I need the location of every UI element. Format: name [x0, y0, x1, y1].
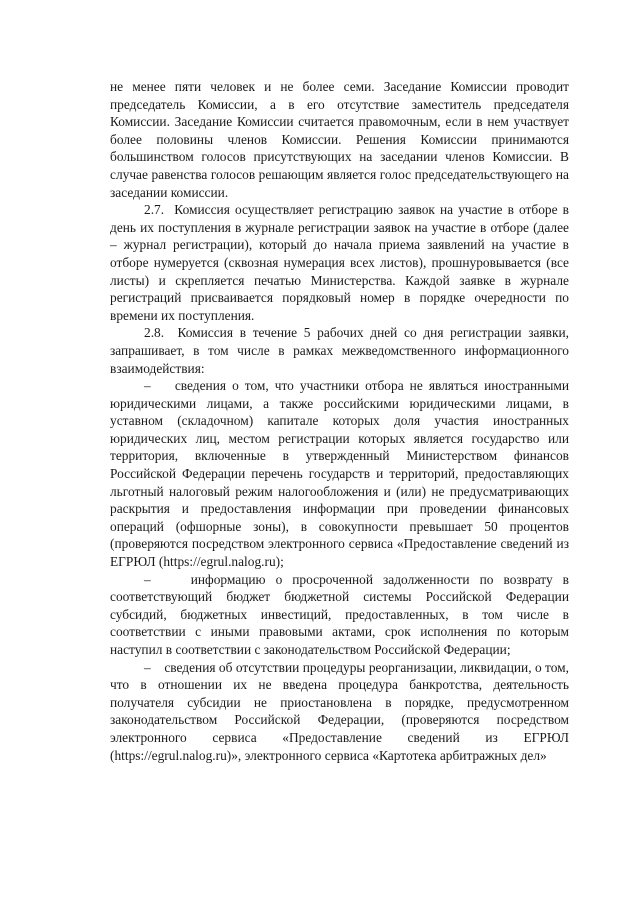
list-item-foreign-entities: – сведения о том, что участники отбора не являться иностранными юридическими лицами, а также российскими юридическими лицами, в уставном (складочном) капитале которых доля участия иностранных юридических лиц, местом регистрации которых является государство или территория, включенные в утвержденный Министерством финансов Российской Федерации перечень государств и территорий, предоставляющих льготный налоговый режим налогообложения и (или) не предусматривающих раскрытия и предоставления информации при проведении финансовых операций (офшорные зоны), в совокупности превышает 50 процентов (проверяются посредством электронного сервиса «Предоставление сведений из ЕГРЮЛ (https://egrul.nalog.ru);: [110, 378, 569, 570]
list-item-reorganization: – сведения об отсутствии процедуры реорганизации, ликвидации, о том, что в отношении их не введена процедура банкротства, деятельность получателя субсидии не приостановлена в порядке, предусмотренном законодательством Российской Федерации, (проверяются посредством электронного сервиса «Предоставление сведений из ЕГРЮЛ (https://egrul.nalog.ru)», электронного сервиса «Картотека арбитражных дел»: [110, 659, 569, 763]
paragraph-2-8-requests: 2.8. Комиссия в течение 5 рабочих дней со дня регистрации заявки, запрашивает, в том числе в рамках межведомственного информационного взаимодействия:: [110, 325, 569, 376]
paragraph-2-7-registration: 2.7. Комиссия осуществляет регистрацию заявок на участие в отборе в день их поступления в журнале регистрации заявок на участие в отборе (далее – журнал регистрации), который до начала приема заявлений на участие в отборе нумеруется (сквозная нумерация всех листов), прошнуровывается (все листы) и скрепляется печатью Министерства. Каждой заявке в журнале регистраций присваивается порядковый номер в порядке очередности по времени их поступления.: [110, 202, 569, 323]
paragraph-commission-quorum: не менее пяти человек и не более семи. Заседание Комиссии проводит председатель Комиссии, а в его отсутствие заместитель председателя Комиссии. Заседание Комиссии считается правомочным, если в нем участвует более половины членов Комиссии. Решения Комиссии принимаются большинством голосов присутствующих на заседании членов Комиссии. В случае равенства голосов решающим является голос председательствующего на заседании комиссии.: [110, 79, 569, 200]
document-body: [110, 78, 569, 764]
list-item-overdue-debt: – информацию о просроченной задолженности по возврату в соответствующий бюджет бюджетной системы Российской Федерации субсидий, бюджетных инвестиций, предоставленных, в том числе в соответствии с иными правовыми актами, срок исполнения по которым наступил в соответствии с законодательством Российской Федерации;: [110, 571, 569, 657]
